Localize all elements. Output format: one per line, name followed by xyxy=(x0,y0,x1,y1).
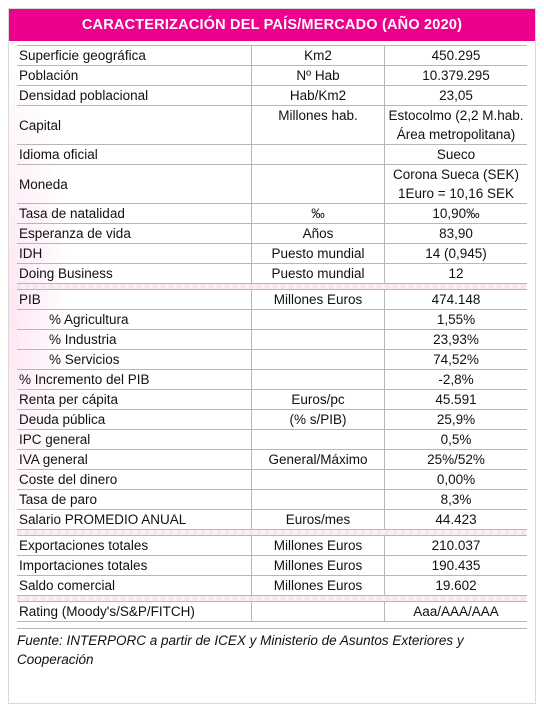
table-row xyxy=(17,85,527,105)
row-value xyxy=(385,536,527,555)
row-unit: Puesto mundial xyxy=(252,244,385,263)
row-value-line: 23,05 xyxy=(439,88,473,103)
row-value-line: 1Euro = 10,16 SEK xyxy=(398,186,514,201)
table-row xyxy=(17,164,527,203)
row-label: Doing Business xyxy=(17,264,252,283)
row-unit: Millones Euros xyxy=(252,290,385,309)
table-row xyxy=(17,45,527,65)
row-unit xyxy=(252,350,385,369)
row-label: Esperanza de vida xyxy=(17,224,252,243)
row-value-line: 8,3% xyxy=(440,492,472,507)
table-row xyxy=(17,203,527,223)
row-value xyxy=(385,556,527,575)
row-value-line: 25,9% xyxy=(436,412,476,427)
row-value xyxy=(385,244,527,263)
row-value xyxy=(385,145,527,164)
row-value xyxy=(385,204,527,223)
row-label: IDH xyxy=(17,244,252,263)
row-value xyxy=(385,86,527,105)
row-value xyxy=(385,290,527,309)
row-value-line: 10,90‰ xyxy=(432,206,480,221)
table-row xyxy=(17,555,527,575)
row-value-line: 474.148 xyxy=(431,292,481,307)
row-unit: Nº Hab xyxy=(252,66,385,85)
row-label: Renta per cápita xyxy=(17,390,252,409)
row-value xyxy=(385,450,527,469)
row-value-line: 0,5% xyxy=(440,432,472,447)
table-row xyxy=(17,601,527,622)
table-row xyxy=(17,469,527,489)
row-label: Coste del dinero xyxy=(17,470,252,489)
table-row xyxy=(17,389,527,409)
row-value xyxy=(385,264,527,283)
row-unit: General/Máximo xyxy=(252,450,385,469)
table-body xyxy=(9,41,535,622)
row-value-line: 45.591 xyxy=(435,392,477,407)
row-unit xyxy=(252,330,385,349)
country-profile-table xyxy=(8,8,536,704)
row-label: Saldo comercial xyxy=(17,576,252,595)
row-unit: Hab/Km2 xyxy=(252,86,385,105)
row-label: % Incremento del PIB xyxy=(17,370,252,389)
row-value xyxy=(385,576,527,595)
table-row xyxy=(17,509,527,529)
row-label: Capital xyxy=(17,106,252,144)
row-value-line: Estocolmo (2,2 M.hab. xyxy=(388,108,524,123)
row-value xyxy=(385,66,527,85)
row-value xyxy=(385,430,527,449)
row-unit xyxy=(252,370,385,389)
row-value-line: 25%/52% xyxy=(427,452,485,467)
row-unit xyxy=(252,310,385,329)
table-row xyxy=(17,65,527,85)
table-row xyxy=(17,105,527,144)
row-unit xyxy=(252,145,385,164)
row-label: Rating (Moody's/S&P/FITCH) xyxy=(17,602,252,621)
row-label: Tasa de natalidad xyxy=(17,204,252,223)
row-value-line: 450.295 xyxy=(431,48,481,63)
row-label: PIB xyxy=(17,290,252,309)
table-row xyxy=(17,144,527,164)
source-note: Fuente: INTERPORC a partir de ICEX y Ministerio de Asuntos Exteriores y Cooperación xyxy=(17,628,527,669)
row-unit xyxy=(252,470,385,489)
row-value-line: 19.602 xyxy=(435,578,477,593)
row-value xyxy=(385,470,527,489)
row-value-line: 14 (0,945) xyxy=(425,246,487,261)
row-unit xyxy=(252,602,385,621)
table-title: CARACTERIZACIÓN DEL PAÍS/MERCADO (AÑO 2020) xyxy=(9,9,535,41)
row-unit: Euros/pc xyxy=(252,390,385,409)
row-value xyxy=(385,165,527,203)
row-value xyxy=(385,46,527,65)
row-value xyxy=(385,410,527,429)
row-label: IVA general xyxy=(17,450,252,469)
row-unit: Millones hab. xyxy=(252,106,385,144)
row-value-line: Sueco xyxy=(436,147,476,162)
row-value-line: 74,52% xyxy=(433,352,479,367)
row-label: Salario PROMEDIO ANUAL xyxy=(17,510,252,529)
row-value-line: Aaa/AAA/AAA xyxy=(413,604,499,619)
row-value xyxy=(385,106,527,144)
row-label: IPC general xyxy=(17,430,252,449)
row-unit: ‰ xyxy=(252,204,385,223)
table-row xyxy=(17,243,527,263)
row-label: Moneda xyxy=(17,165,252,203)
table-row xyxy=(17,449,527,469)
table-row xyxy=(17,489,527,509)
row-label: Importaciones totales xyxy=(17,556,252,575)
row-unit: Millones Euros xyxy=(252,536,385,555)
row-value-line: 83,90 xyxy=(439,226,473,241)
table-row xyxy=(17,309,527,329)
table-row xyxy=(17,349,527,369)
row-value xyxy=(385,510,527,529)
row-label: Superficie geográfica xyxy=(17,46,252,65)
row-label: % Industria xyxy=(17,330,252,349)
table-row xyxy=(17,429,527,449)
row-unit: Millones Euros xyxy=(252,576,385,595)
row-unit: (% s/PIB) xyxy=(252,410,385,429)
table-row xyxy=(17,535,527,555)
row-label: Densidad poblacional xyxy=(17,86,252,105)
table-row xyxy=(17,223,527,243)
row-value-line: 210.037 xyxy=(431,538,481,553)
row-label: % Agricultura xyxy=(17,310,252,329)
row-value-line: 12 xyxy=(448,266,464,281)
table-row xyxy=(17,263,527,283)
table-row xyxy=(17,289,527,309)
row-label: Deuda pública xyxy=(17,410,252,429)
row-label: Población xyxy=(17,66,252,85)
table-row xyxy=(17,409,527,429)
row-value xyxy=(385,350,527,369)
row-label: Idioma oficial xyxy=(17,145,252,164)
row-value-line: 0,00% xyxy=(436,472,476,487)
row-value-line: 10.379.295 xyxy=(422,68,490,83)
row-value-line: Corona Sueca (SEK) xyxy=(392,167,520,182)
row-label: % Servicios xyxy=(17,350,252,369)
row-value-line: 44.423 xyxy=(435,512,477,527)
row-label: Tasa de paro xyxy=(17,490,252,509)
row-value xyxy=(385,602,527,621)
row-unit: Años xyxy=(252,224,385,243)
row-unit: Euros/mes xyxy=(252,510,385,529)
row-unit: Millones Euros xyxy=(252,556,385,575)
row-value xyxy=(385,390,527,409)
table-row xyxy=(17,575,527,595)
row-value xyxy=(385,310,527,329)
row-value-line: -2,8% xyxy=(438,372,474,387)
row-value-line: 23,93% xyxy=(433,332,479,347)
row-value xyxy=(385,330,527,349)
row-unit xyxy=(252,430,385,449)
row-label: Exportaciones totales xyxy=(17,536,252,555)
row-unit xyxy=(252,490,385,509)
row-unit: Km2 xyxy=(252,46,385,65)
table-row xyxy=(17,329,527,349)
row-value xyxy=(385,224,527,243)
row-value xyxy=(385,490,527,509)
table-row xyxy=(17,369,527,389)
row-value xyxy=(385,370,527,389)
row-value-line: Área metropolitana) xyxy=(396,127,516,142)
row-value-line: 190.435 xyxy=(431,558,481,573)
row-value-line: 1,55% xyxy=(436,312,476,327)
row-unit xyxy=(252,165,385,203)
row-unit: Puesto mundial xyxy=(252,264,385,283)
